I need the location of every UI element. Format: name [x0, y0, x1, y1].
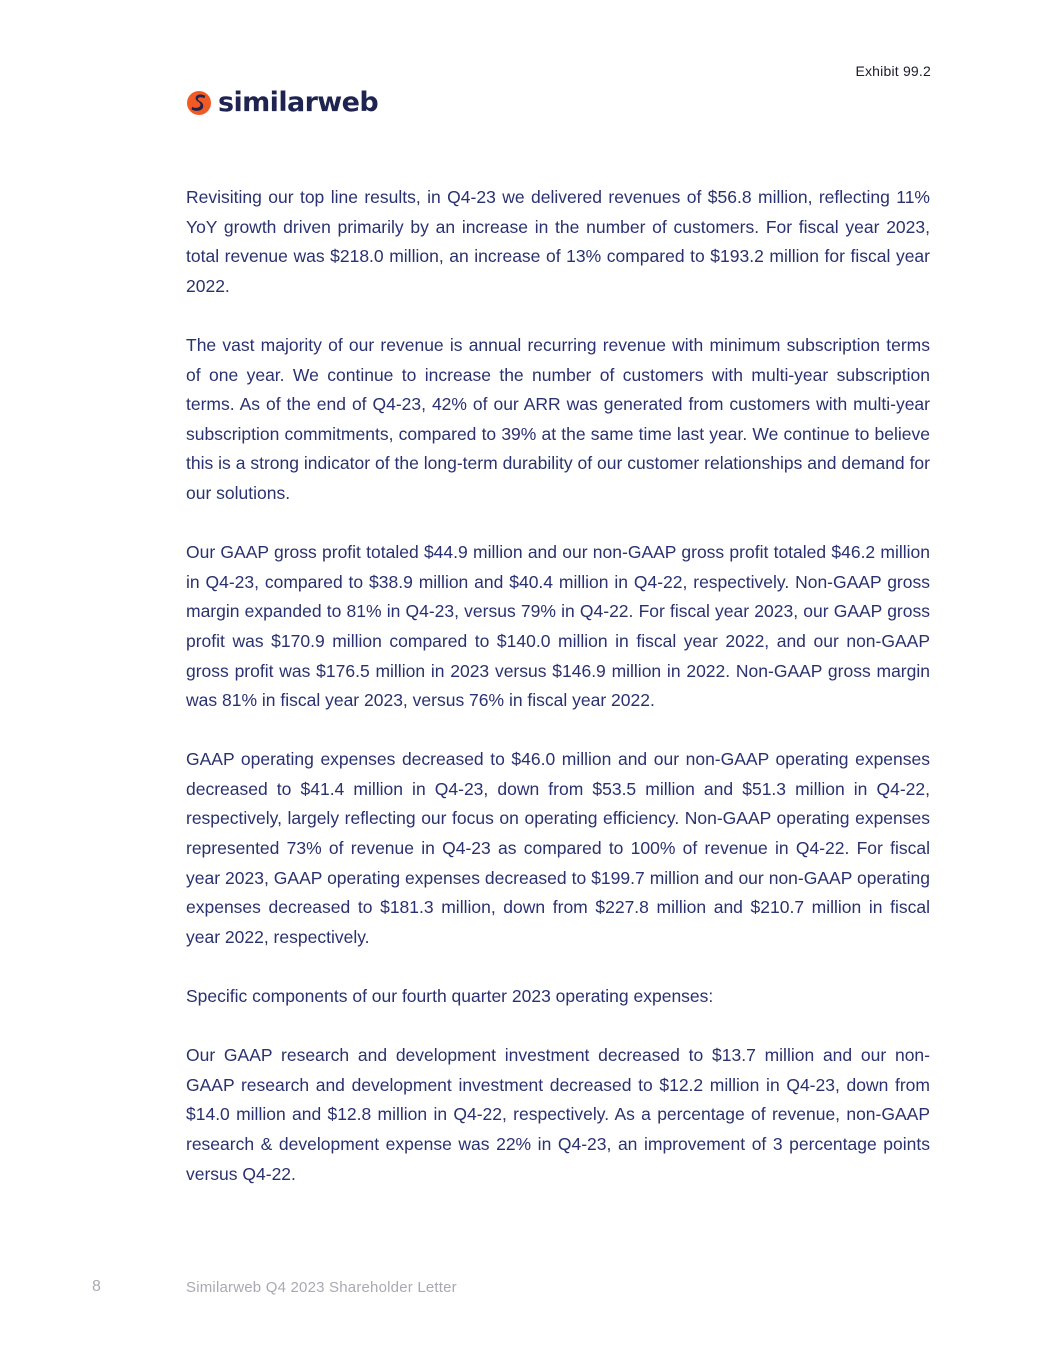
paragraph-opex-components: Specific components of our fourth quarter 2023 operating expenses:: [186, 986, 714, 1007]
paragraph-gross-profit: Our GAAP gross profit totaled $44.9 million and our non-GAAP gross profit totaled $46.2 million in Q4-23, compared to $38.9 million and $40.4 million in Q4-22, respectively. Non-GAAP gross margin expanded to 81% in Q4-23, versus 79% in Q4-22. For fiscal year 2023, our GAAP gross profit was $170.9 million compared to $140.0 million in fiscal year 2022, and our non-GAAP gross profit was $176.5 million in 2023 versus $146.9 million in 2022. Non-GAAP gross margin was 81% in fiscal year 2023, versus 76% in fiscal year 2022.: [186, 542, 930, 711]
paragraph-revenue: Revisiting our top line results, in Q4-23 we delivered revenues of $56.8 million, reflecting 11% YoY growth driven primarily by an increase in the number of customers. For fiscal year 2023, total revenue was $218.0 million, an increase of 13% compared to $193.2 million for fiscal year 2022.: [186, 187, 930, 296]
paragraph-recurring-revenue: The vast majority of our revenue is annual recurring revenue with minimum subscription terms of one year. We continue to increase the number of customers with multi-year subscription terms. As of the end of Q4-23, 42% of our ARR was generated from customers with multi-year subscription commitments, compared to 39% at the same time last year. We continue to believe this is a strong indicator of the long-term durability of our customer relationships and demand for our solutions.: [186, 334, 930, 503]
footer-document-title: Similarweb Q4 2023 Shareholder Letter: [186, 1279, 457, 1296]
paragraph-research-development: Our GAAP research and development investment decreased to $13.7 million and our non-GAAP research and development investment decreased to $12.2 million in Q4-23, down from $14.0 million and $12.8 million in Q4-22, respectively. As a percentage of revenue, non-GAAP research & development expense was 22% in Q4-23, an improvement of 3 percentage points versus Q4-22.: [186, 1045, 930, 1184]
similarweb-logo-icon: [186, 90, 212, 116]
letter-body: [186, 183, 930, 1219]
paragraph-operating-expenses: GAAP operating expenses decreased to $46.0 million and our non-GAAP operating expenses decreased to $41.4 million in Q4-23, down from $53.5 million and $51.3 million in Q4-22, respectively, largely reflecting our focus on operating efficiency. Non-GAAP operating expenses represented 73% of revenue in Q4-23 as compared to 100% of revenue in Q4-22. For fiscal year 2023, GAAP operating expenses decreased to $199.7 million and our non-GAAP operating expenses decreased to $181.3 million, down from $227.8 million and $210.7 million in fiscal year 2022, respectively.: [186, 749, 930, 947]
exhibit-label: Exhibit 99.2: [855, 63, 931, 79]
similarweb-logo: [186, 88, 378, 118]
logo-wordmark: similarweb: [218, 87, 379, 118]
page-number: 8: [92, 1278, 101, 1295]
